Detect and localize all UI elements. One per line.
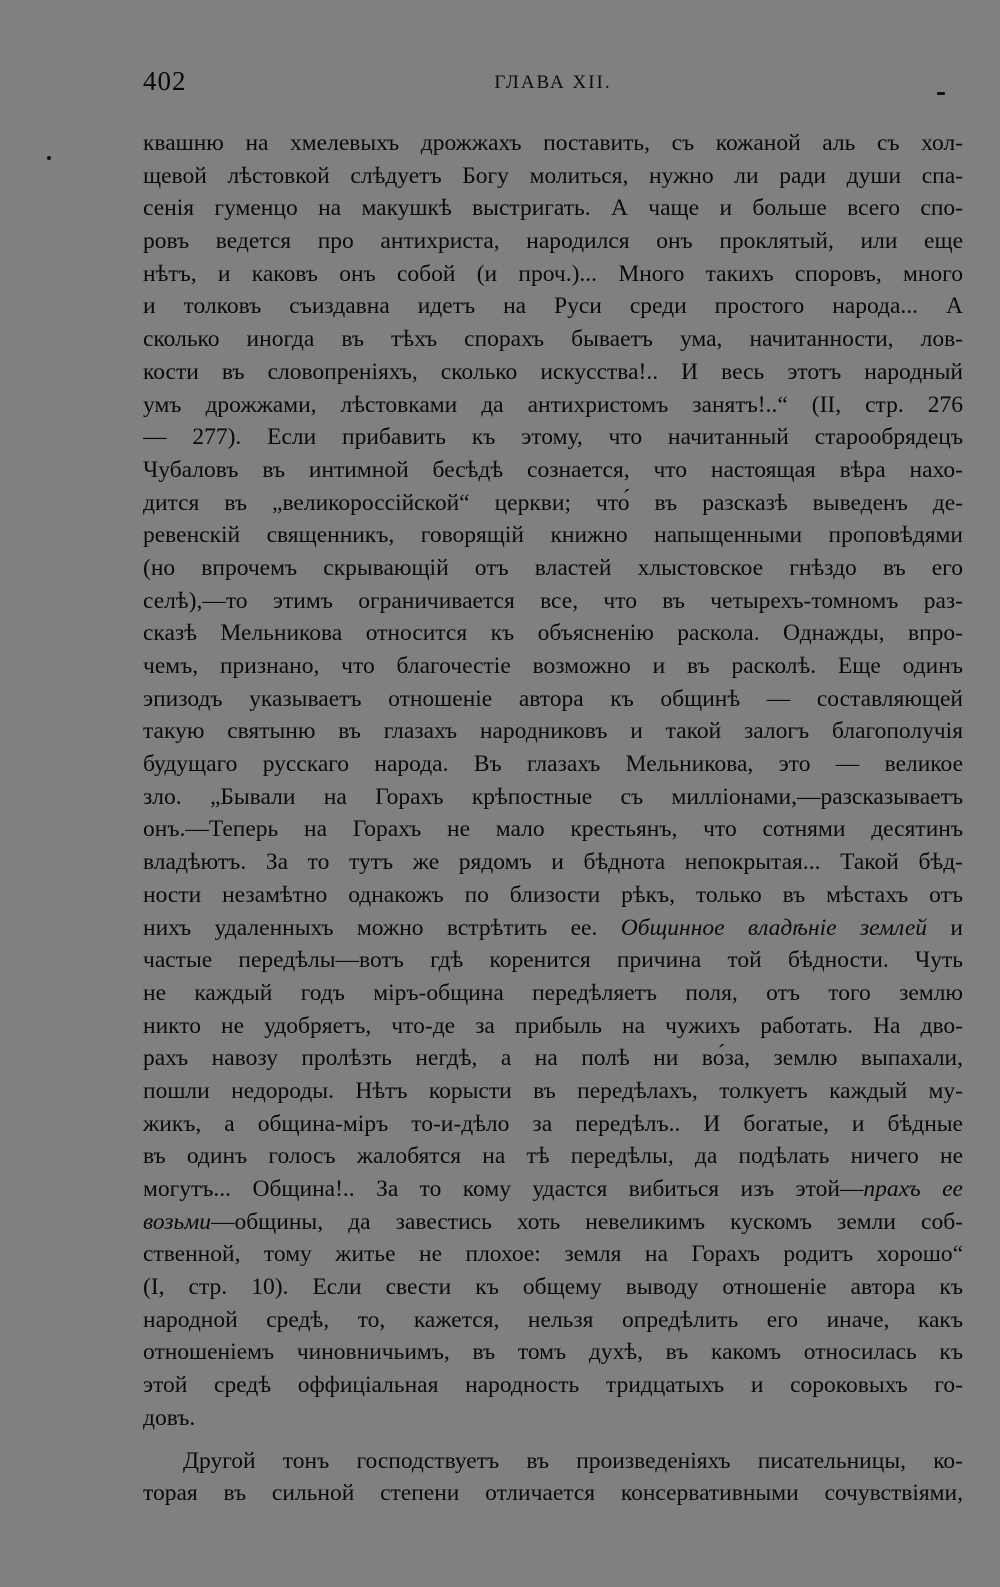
text-run: народной средѣ, то, кажется, нельзя опредѣлить его иначе, какъ: [143, 1306, 963, 1333]
text-line: [143, 356, 963, 389]
text-run: нѣтъ, и каковъ онъ собой (и проч.)... Много такихъ споровъ, много: [143, 260, 963, 287]
text-line: [143, 1042, 963, 1075]
text-line: [143, 1477, 963, 1510]
text-run: будущаго русскаго народа. Въ глазахъ Мельникова, это — великое: [143, 751, 963, 778]
text-run: кости въ словопреніяхъ, сколько искусства!.. И весь этотъ народный: [143, 358, 963, 385]
text-run: онъ.—Теперь на Горахъ не мало крестьянъ, что сотнями десятинъ: [143, 816, 963, 843]
text-run: и: [927, 914, 963, 941]
text-line: [143, 290, 963, 323]
text-line: [143, 846, 963, 879]
text-run: (I, стр. 10). Если свести къ общему выводу отношеніе автора къ: [143, 1274, 963, 1301]
text-line: [143, 650, 963, 683]
body-text: [143, 127, 963, 1510]
text-line: [143, 1108, 963, 1141]
text-line: [143, 1238, 963, 1271]
text-run: Чубаловъ въ интимной бесѣдѣ сознается, что настоящая вѣра нахо-: [143, 456, 963, 483]
italic-phrase: возьми: [143, 1208, 211, 1235]
text-run: зло. „Бывали на Горахъ крѣпостные съ милліонами,—разсказываетъ: [143, 783, 963, 810]
text-run: и толковъ съиздавна идетъ на Руси среди простого народа... А: [143, 293, 963, 320]
text-run: торая въ сильной степени отличается консервативными сочувствіями,: [143, 1480, 963, 1507]
text-line: [143, 487, 963, 520]
text-line: [143, 1369, 963, 1402]
text-run: чемъ, признано, что благочестіе возможно и въ расколѣ. Еще одинъ: [143, 653, 963, 679]
text-line: [143, 1271, 963, 1304]
text-run: (но впрочемъ скрывающій отъ властей хлыстовское гнѣздо въ его: [143, 554, 963, 581]
text-run: квашню на хмелевыхъ дрожжахъ поставить, съ кожаной аль съ хол-: [143, 130, 963, 156]
text-line: [143, 944, 963, 977]
text-line: [143, 127, 963, 160]
page-number: 402: [143, 66, 187, 96]
text-run: —общины, да завестись хоть невеликимъ кускомъ земли соб-: [210, 1208, 963, 1235]
text-run: жикъ, а община-міръ то-и-дѣло за передѣлъ.. И богатые, и бѣдные: [143, 1110, 963, 1137]
text-line: [143, 454, 963, 487]
paragraph: [143, 127, 963, 1435]
text-line: [143, 160, 963, 193]
page-header: [143, 66, 963, 106]
text-run: щевой лѣстовкой слѣдуетъ Богу молиться, нужно ли ради души спа-: [143, 162, 963, 189]
text-line: [143, 192, 963, 225]
text-run: никто не удобряетъ, что-де за прибыль на чужихъ работать. На дво-: [143, 1012, 963, 1039]
text-line: [143, 683, 963, 716]
text-line: [143, 813, 963, 846]
text-line: [143, 977, 963, 1010]
text-line: [143, 781, 963, 814]
text-line: [143, 1206, 963, 1239]
text-run: отношеніемъ чиновничьимъ, въ томъ духѣ, въ какомъ относилась къ: [143, 1339, 963, 1366]
text-line: [143, 1445, 963, 1478]
running-head: ГЛАВА XII.: [494, 72, 612, 93]
text-run: ственной, тому житье не плохое: земля на Горахъ родитъ хорошо“: [143, 1241, 963, 1268]
text-run: ровъ ведется про антихриста, народился онъ проклятый, или еще: [143, 228, 963, 255]
text-run: довъ.: [143, 1404, 196, 1431]
italic-phrase: прахъ ее: [863, 1176, 963, 1202]
text-run: такую святыню въ глазахъ народниковъ и такой залогъ благополучія: [143, 718, 963, 745]
text-line: [143, 1402, 963, 1435]
text-run: частые передѣлы—вотъ гдѣ коренится причина той бѣдности. Чуть: [143, 947, 963, 974]
text-line: [143, 1010, 963, 1043]
text-run: Другой тонъ господствуетъ въ произведеніяхъ писательницы, ко-: [183, 1447, 963, 1474]
text-run: сенія гуменцо на макушкѣ выстригать. А чаще и больше всего спо-: [143, 195, 963, 222]
text-run: нихъ удаленныхъ можно встрѣтить ее.: [143, 914, 621, 941]
scan-speck: [937, 92, 945, 95]
text-run: сколько иногда въ тѣхъ спорахъ бываетъ ума, начитанности, лов-: [143, 326, 963, 353]
scan-speck: [47, 156, 51, 160]
text-line: [143, 912, 963, 945]
text-line: [143, 617, 963, 650]
text-run: могутъ... Община!.. За то кому удастся вибиться изъ этой—: [143, 1176, 864, 1202]
text-line: [143, 715, 963, 748]
paragraph: [143, 1445, 963, 1510]
text-run: эпизодъ указываетъ отношеніе автора къ общинѣ — составляющей: [143, 685, 963, 712]
text-run: ности незамѣтно однакожъ по близости рѣкъ, только въ мѣстахъ отъ: [143, 881, 963, 908]
text-line: [143, 1304, 963, 1337]
text-run: сказѣ Мельникова относится къ объясненію раскола. Однажды, впро-: [143, 620, 963, 647]
text-run: — 277). Если прибавить къ этому, что начитанный старообрядецъ: [143, 424, 963, 451]
text-run: пошли недороды. Нѣтъ корысти въ передѣлахъ, толкуетъ каждый му-: [143, 1077, 963, 1104]
text-line: [143, 1140, 963, 1173]
text-line: [143, 879, 963, 912]
text-run: селѣ),—то этимъ ограничивается все, что въ четырехъ-томномъ раз-: [143, 587, 963, 614]
text-run: умъ дрожжами, лѣстовками да антихристомъ занятъ!..“ (II, стр. 276: [143, 391, 963, 418]
text-run: рахъ навозу пролѣзть негдѣ, а на полѣ ни во́за, землю выпахали,: [143, 1045, 963, 1072]
text-run: этой средѣ оффиціальная народность тридцатыхъ и сороковыхъ го-: [143, 1372, 963, 1399]
text-run: не каждый годъ міръ-община передѣляетъ поля, отъ того землю: [143, 979, 963, 1006]
text-line: [143, 225, 963, 258]
text-line: [143, 258, 963, 291]
italic-phrase: Общинное владѣніе землей: [620, 914, 928, 941]
text-run: въ одинъ голосъ жалобятся на тѣ передѣлы, да подѣлать ничего не: [143, 1143, 963, 1170]
text-line: [143, 323, 963, 356]
text-line: [143, 519, 963, 552]
text-line: [143, 389, 963, 422]
text-line: [143, 748, 963, 781]
text-run: дится въ „великороссійской“ церкви; что́ въ разсказѣ выведенъ де-: [143, 489, 963, 516]
text-run: ревенскій священникъ, говорящій книжно напыщенными проповѣдями: [143, 522, 963, 549]
text-line: [143, 421, 963, 454]
text-line: [143, 1336, 963, 1369]
text-line: [143, 552, 963, 585]
text-line: [143, 1173, 963, 1206]
text-run: владѣютъ. За то тутъ же рядомъ и бѣднота непокрытая... Такой бѣд-: [143, 849, 963, 876]
text-line: [143, 1075, 963, 1108]
text-line: [143, 585, 963, 618]
